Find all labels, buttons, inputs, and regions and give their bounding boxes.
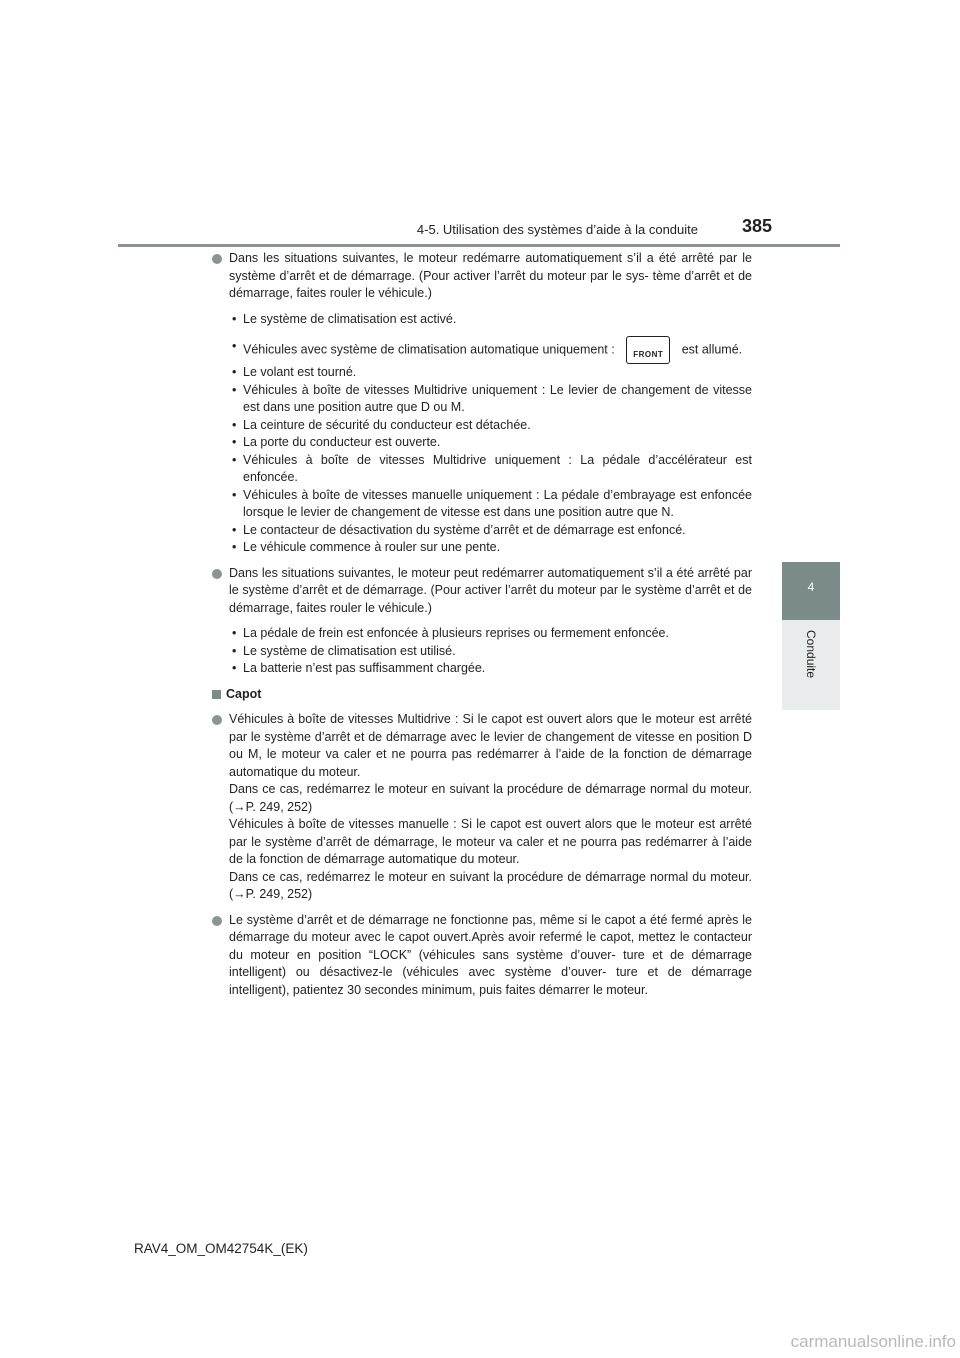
list-item: • La pédale de frein est enfoncée à plusieurs reprises ou fermement enfoncée. [232, 626, 669, 640]
main-content [212, 250, 752, 1007]
list-item: • La porte du conducteur est ouverte. [232, 435, 441, 449]
paragraph-may-restart [212, 565, 752, 618]
page-header [0, 216, 960, 246]
paragraph-line: Véhicules à boîte de vitesses Multidrive : Si le capot est ouvert alors que le moteur est arrêté par le système d’arrêt et de démarrage avec le levier de changement de vitesse en position D ou M, le moteur va caler et ne pourra pas redémarrer à l’aide de la fonction de démarrage automatique du moteur. [229, 712, 752, 779]
watermark: carmanualsonline.info [790, 1332, 956, 1351]
section-title: 4-5. Utilisation des systèmes d’aide à la conduite [416, 222, 698, 237]
chapter-label: Conduite [804, 630, 818, 679]
list-item: • Le véhicule commence à rouler sur une pente. [232, 540, 501, 554]
paragraph-line: Dans ce cas, redémarrez le moteur en suivant la procédure de démarrage normal du moteur. (→P. 249, 252) [229, 782, 752, 814]
document-code: RAV4_OM_OM42754K_(EK) [134, 1241, 308, 1256]
list-item: • Véhicules à boîte de vitesses Multidrive uniquement : Le levier de changement de vitesse est dans une position autre que D ou M. [232, 382, 752, 414]
bullet-circle-icon [212, 254, 222, 264]
paragraph-text: Dans les situations suivantes, le moteur peut redémarrer automatiquement s’il a été arrêté par le système d’arrêt et de démarrage. (Pour activer l’arrêt du moteur par le système d’arrêt et de démarrage, faites rouler le véhicule.) [229, 565, 752, 615]
list-item: • La batterie n’est pas suffisamment chargée. [232, 661, 486, 675]
list-item: • Véhicules à boîte de vitesses Multidrive uniquement : La pédale d’accélérateur est enfoncée. [232, 452, 752, 484]
may-restart-conditions-list [212, 625, 752, 678]
list-item: • Véhicules à boîte de vitesses manuelle uniquement : La pédale d’embrayage est enfoncée lorsque le levier de changement de vitesse est dans une position autre que N. [232, 487, 752, 519]
list-item: • La ceinture de sécurité du conducteur est détachée. [232, 417, 531, 432]
paragraph-text: Le système d’arrêt et de démarrage ne fonctionne pas, même si le capot a été fermé après le démarrage du moteur avec le capot ouvert.Après avoir refermé le capot, mettez le contacteur du moteur en position “LOCK” (véhicules sans système d’ouver- ture et de démarrage intelligent) ou désactivez-le (véhicules avec système d’ouver- ture et de démarrage intelligent), patientez 30 secondes minimum, puis faites démarrer le moteur. [229, 912, 752, 997]
paragraph-hood [212, 711, 752, 904]
page-number: 385 [741, 216, 772, 236]
list-item: • Le volant est tourné. [232, 365, 357, 379]
restart-conditions-list [212, 311, 752, 557]
paragraph-auto-restart [212, 250, 752, 303]
chapter-number: 4 [807, 580, 815, 594]
square-bullet-icon [212, 690, 221, 699]
header-divider [118, 244, 840, 247]
list-item: • Véhicules avec système de climatisation automatique uniquement : FRONT est allumé. [229, 336, 752, 364]
list-item: • Le système de climatisation est activé. [232, 311, 457, 326]
bullet-circle-icon [212, 569, 222, 579]
list-item: • Le système de climatisation est utilisé. [232, 643, 456, 658]
section-heading-capot: Capot [212, 686, 752, 704]
chapter-tab [782, 562, 840, 620]
front-defogger-icon: FRONT [626, 336, 670, 364]
bullet-circle-icon [212, 715, 222, 725]
list-item: • Le contacteur de désactivation du système d’arrêt et de démarrage est enfoncé. [232, 522, 686, 537]
paragraph-text: Dans les situations suivantes, le moteur redémarre automatiquement s’il a été arrêté par le système d’arrêt et de démarrage. (Pour activer l’arrêt du moteur par le sys- tème d’arrêt et de démarrage, faites rouler le véhicule.) [229, 251, 752, 300]
bullet-circle-icon [212, 916, 222, 926]
paragraph-line: Dans ce cas, redémarrez le moteur en suivant la procédure de démarrage normal du moteur. (→P. 249, 252) [229, 869, 752, 901]
paragraph-line: Véhicules à boîte de vitesses manuelle : Si le capot est ouvert alors que le moteur est arrêté par le système d’arrêt de démarrage, le moteur va caler et ne pourra pas redémarrer à l’aide de la fonction de démarrage automatique du moteur. [229, 817, 752, 866]
paragraph-hood-reset [212, 912, 752, 1000]
